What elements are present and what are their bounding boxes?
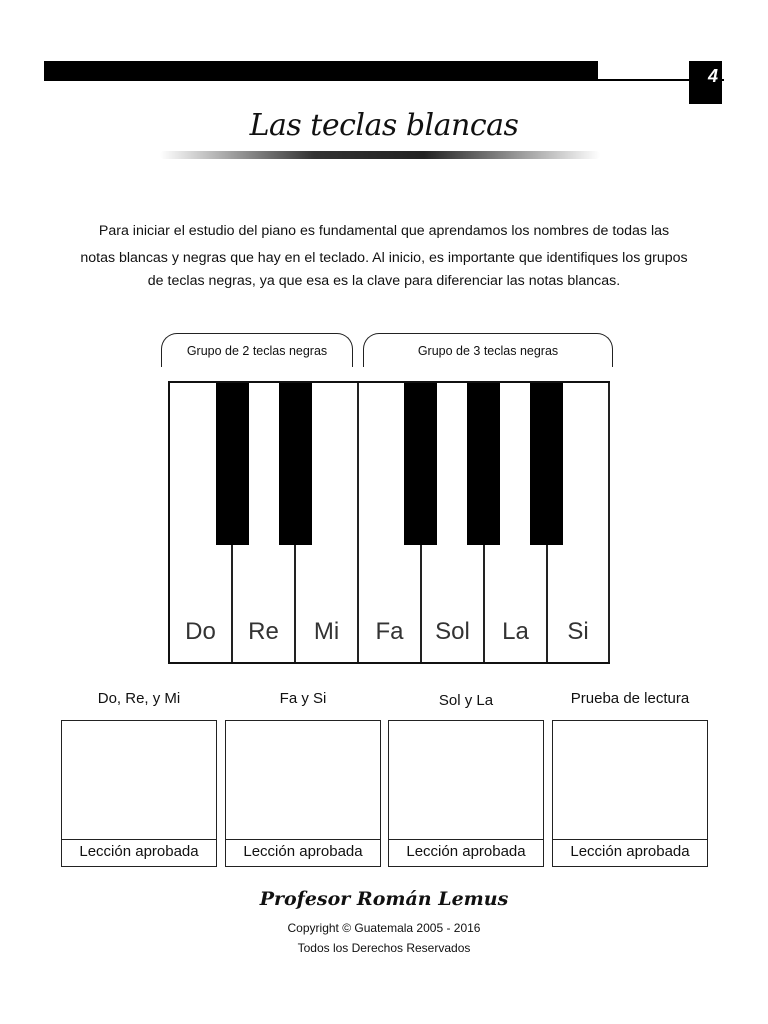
intro-line: de teclas negras, ya que esa es la clave para diferenciar las notas blancas. [147,273,621,289]
lesson-approved-label: Lección aprobada [62,839,216,866]
group-2-bracket [161,333,353,367]
lesson-title: Sol y La [438,692,494,709]
black-key-la-sharp [530,383,563,545]
key-label: Do [185,618,216,645]
black-key-sol-sharp [467,383,500,545]
intro-paragraph [50,218,718,295]
black-key-re-sharp [279,383,312,545]
lesson-box [61,720,217,867]
black-key-fa-sharp [404,383,437,545]
key-label: Sol [435,618,470,645]
black-key-do-sharp [216,383,249,545]
author-signature: Profesor Román Lemus [259,888,509,910]
intro-line: Para iniciar el estudio del piano es fundamental que aprendamos los nombres de todas las [98,223,670,239]
key-label: La [502,618,529,645]
intro-line: notas blancas y negras que hay en el teclado. Al inicio, es importante que identifiques los grupos [80,250,688,266]
lesson-box [388,720,544,867]
header-bar [44,61,598,79]
lesson-box [225,720,381,867]
lesson-title: Prueba de lectura [570,690,690,707]
lesson-title: Do, Re, y Mi [97,690,181,707]
key-label: Mi [313,618,340,645]
group-2-label: Grupo de 2 teclas negras [186,344,328,358]
lesson-approved-label: Lección aprobada [389,839,543,866]
copyright-block [0,918,768,958]
group-3-bracket [363,333,613,367]
lesson-approved-label: Lección aprobada [226,839,380,866]
lesson-approved-label: Lección aprobada [553,839,707,866]
group-3-label: Grupo de 3 teclas negras [417,344,559,358]
key-label: Re [248,618,279,645]
rights-line: Todos los Derechos Reservados [297,941,471,955]
copyright-line: Copyright © Guatemala 2005 - 2016 [287,921,481,935]
key-label: Fa [375,618,404,645]
header-rule [44,79,724,81]
lesson-box [552,720,708,867]
page-title: Las teclas blancas [249,108,519,143]
key-label: Si [567,618,589,645]
piano-keyboard [168,381,610,664]
lesson-title: Fa y Si [279,690,327,707]
title-underline [160,151,600,159]
page-number: 4 [689,61,722,104]
